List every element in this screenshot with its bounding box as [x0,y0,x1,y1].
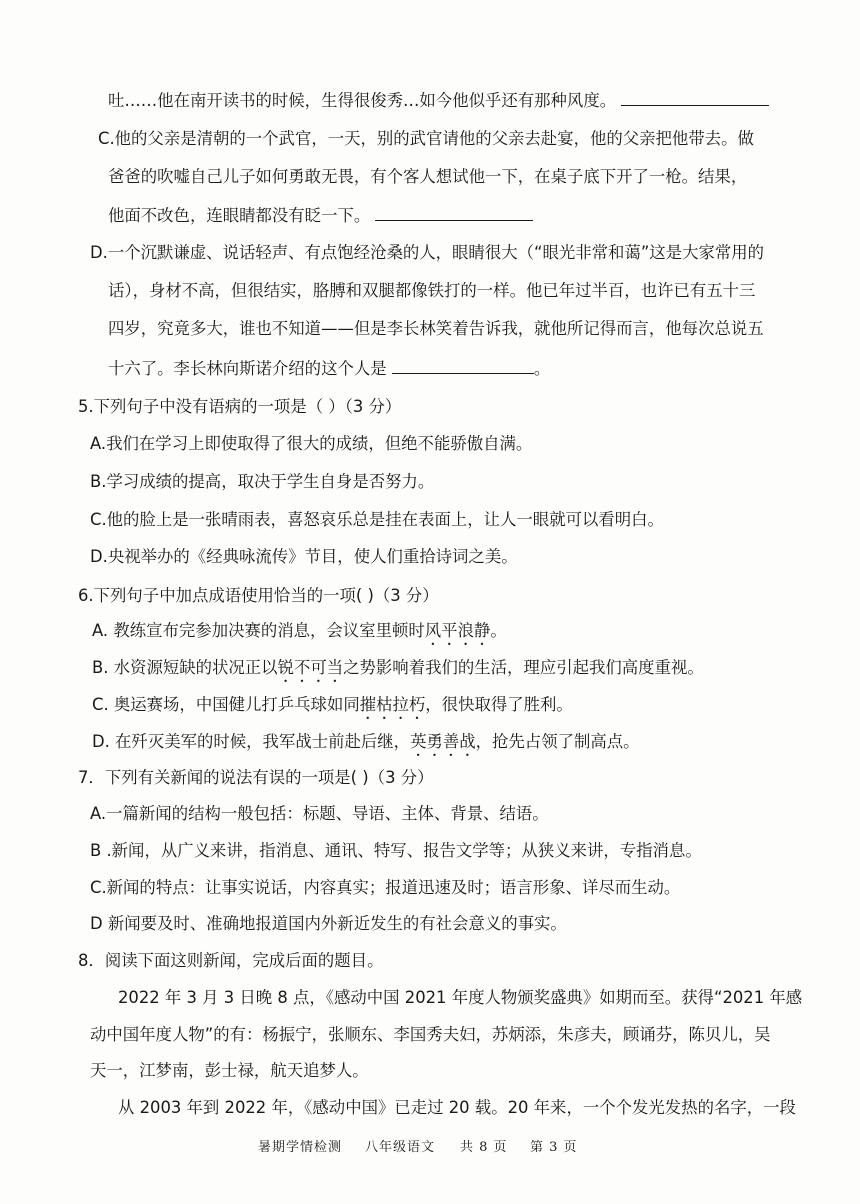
option-c-line-3: 他面不改色，连眼睛都没有眨一下。 [108,204,533,227]
q6-option-d: D. 在歼灭美军的时候，我军战士前赴后继，英勇善战，抢先占领了制高点。 [92,732,640,751]
footer-subject: 八年级语文 [365,1140,436,1155]
option-d-line-1: D.一个沉默谦虚、说话轻声、有点饱经沧桑的人，眼睛很大（“眼光非常和蔼”这是大家常用的 [90,243,765,262]
q7-option-a: A.一篇新闻的结构一般包括：标题、导语、主体、背景、结语。 [90,804,549,823]
dotted-idiom: 锐不可当 [277,658,344,677]
q8-stem: 8．阅读下面这则新闻，完成后面的题目。 [78,951,384,970]
q5-option-b: B.学习成绩的提高，取决于学生自身是否努力。 [90,472,435,491]
q6-option-c: C. 奥运赛场，中国健儿打乒乓球如同摧枯拉朽，很快取得了胜利。 [92,695,573,714]
dotted-idiom: 摧枯拉朽 [359,695,426,714]
q7-stem: 7．下列有关新闻的说法有误的一项是( )（3 分） [78,768,434,787]
option-b-continued-line: 吐……他在南开读书的时候，生得很俊秀…如今他似乎还有那种风度。 [108,89,769,112]
option-c-line-2: 爸爸的吹嘘自己儿子如何勇敢无畏，有个客人想试他一下，在桌子底下开了一枪。结果， [108,167,748,186]
footer-exam-name: 暑期学情检测 [258,1140,343,1155]
q6-stem: 6.下列句子中加点成语使用恰当的一项( )（3 分） [78,586,439,605]
q6-option-a: A. 教练宣布完参加决赛的消息，会议室里顿时风平浪静。 [92,621,507,640]
answer-blank[interactable] [375,204,533,221]
dotted-idiom: 英勇善战 [410,732,476,751]
option-c-line-1: C.他的父亲是清朝的一个武官，一天，别的武官请他的父亲去赴宴，他的父亲把他带去。做 [98,129,754,148]
q5-option-d: D.央视举办的《经典咏流传》节目，使人们重拾诗词之美。 [90,547,518,566]
answer-blank[interactable] [621,89,769,106]
dotted-idiom: 风平浪静 [424,621,491,640]
q7-option-d: D 新闻要及时、准确地报道国内外新近发生的有社会意义的事实。 [90,914,567,933]
q6-option-b: B. 水资源短缺的状况正以锐不可当之势影响着我们的生活，理应引起我们高度重视。 [92,658,704,677]
news-para-1-line-1: 2022 年 3 月 3 日晚 8 点，《感动中国 2021 年度人物颁奖盛典》如期而至。获得“2021 年感 [118,988,803,1007]
option-d-line-4: 十六了。李长林向斯诺介绍的这个人是 。 [108,359,551,378]
answer-blank[interactable] [392,357,534,374]
q7-option-c: C.新闻的特点：让事实说话，内容真实；报道迅速及时；语言形象、详尽而生动。 [90,878,681,897]
q5-stem: 5.下列句子中没有语病的一项是（ ）（3 分） [78,397,402,416]
news-para-2-line-1: 从 2003 年到 2022 年，《感动中国》已走过 20 载。20 年来，一个个发光发热的名字，一段 [118,1098,796,1117]
footer-page-number: 第 3 页 [530,1140,578,1155]
q7-option-b: B .新闻，从广义来讲，指消息、通讯、特写、报告文学等；从狭义来讲，专指消息。 [90,841,702,860]
news-para-1-line-3: 天一，江梦南，彭士禄，航天追梦人。 [90,1061,369,1080]
q5-option-a: A.我们在学习上即使取得了很大的成绩，但绝不能骄傲自满。 [90,434,533,453]
q5-option-c: C.他的脸上是一张晴雨表，喜怒哀乐总是挂在表面上，让人一眼就可以看明白。 [90,510,664,529]
footer-total-pages: 共 8 页 [460,1140,508,1155]
option-d-line-3: 四岁，究竟多大，谁也不知道——但是李长林笑着告诉我，就他所记得而言，他每次总说五 [108,319,764,338]
news-para-1-line-2: 动中国年度人物”的有：杨振宁，张顺东、李国秀夫妇，苏炳添，朱彦夫，顾诵芬，陈贝儿，吴 [90,1025,771,1044]
option-d-line-2: 话），身材不高，但很结实，胳膊和双腿都像铁打的一样。他已年过半百，也许已有五十三 [108,281,756,300]
